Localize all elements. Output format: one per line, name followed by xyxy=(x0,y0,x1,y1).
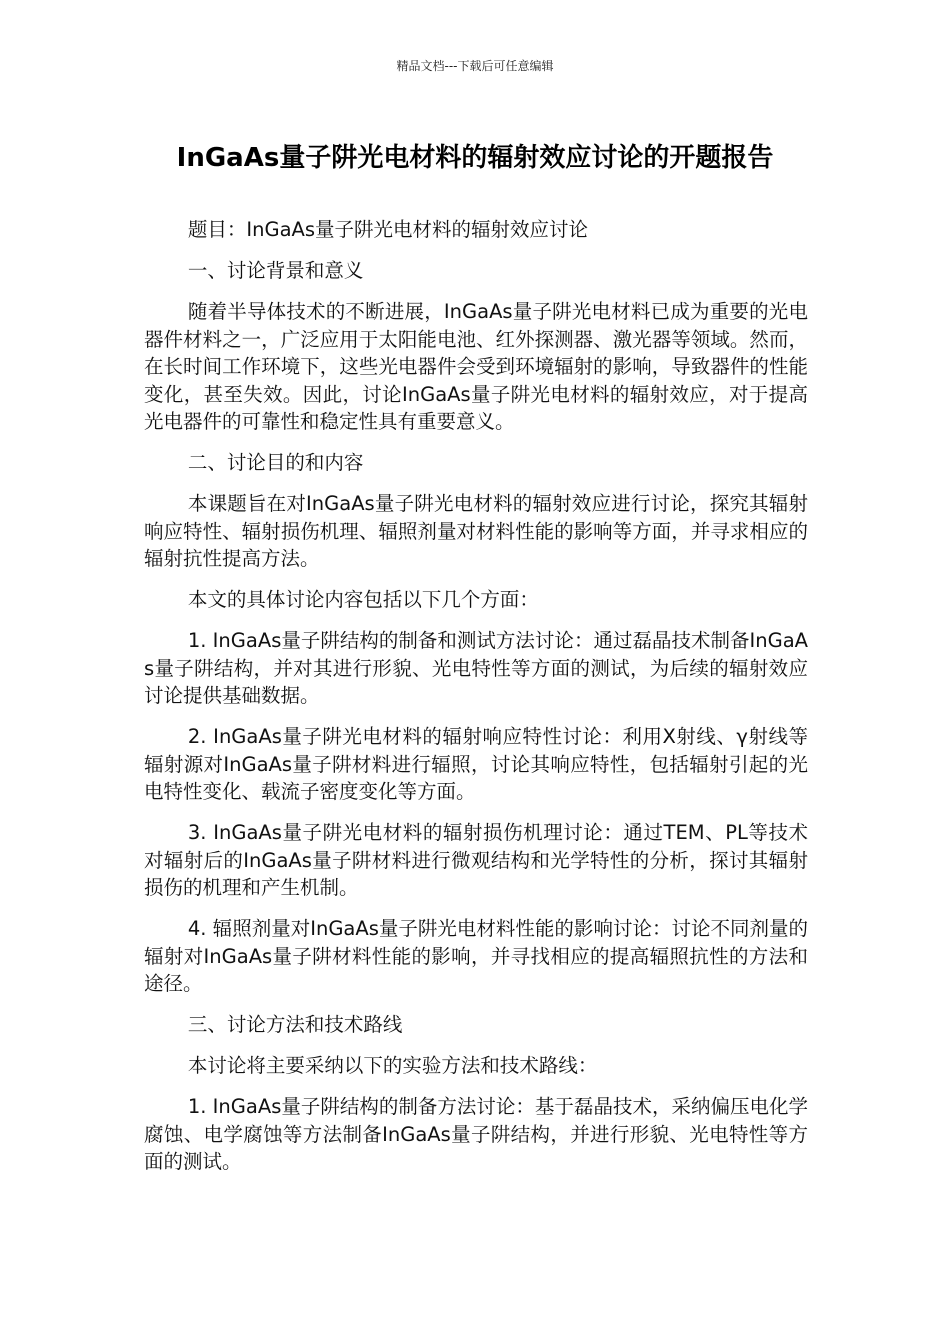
content-item-4: 4. 辐照剂量对InGaAs量子阱光电材料性能的影响讨论：讨论不同剂量的辐射对InGaAs量子阱材料性能的影响，并寻找相应的提高辐照抗性的方法和途径。 xyxy=(144,917,808,995)
methods-intro-paragraph: 本讨论将主要采纳以下的实验方法和技术路线： xyxy=(187,1054,598,1077)
content-item-3: 3. InGaAs量子阱光电材料的辐射损伤机理讨论：通过TEM、PL等技术对辐射后的InGaAs量子阱材料进行微观结构和光学特性的分析，探讨其辐射损伤的机理和产生机制。 xyxy=(144,821,808,899)
content-item-2: 2. InGaAs量子阱光电材料的辐射响应特性讨论：利用X射线、γ射线等辐射源对InGaAs量子阱材料进行辐照，讨论其响应特性，包括辐射引起的光电特性变化、载流子密度变化等方面。 xyxy=(144,725,808,803)
content-item-1: 1. InGaAs量子阱结构的制备和测试方法讨论：通过磊晶技术制备InGaAs量子阱结构，并对其进行形貌、光电特性等方面的测试，为后续的辐射效应讨论提供基础数据。 xyxy=(144,629,808,707)
document-body xyxy=(144,216,808,1189)
section-heading-objectives: 二、讨论目的和内容 xyxy=(187,451,364,474)
objectives-paragraph: 本课题旨在对InGaAs量子阱光电材料的辐射效应进行讨论，探究其辐射响应特性、辐射损伤机理、辐照剂量对材料性能的影响等方面，并寻求相应的辐射抗性提高方法。 xyxy=(144,492,808,570)
content-intro-paragraph: 本文的具体讨论内容包括以下几个方面： xyxy=(187,588,539,611)
topic-line: 题目：InGaAs量子阱光电材料的辐射效应讨论 xyxy=(187,218,589,241)
method-item-1: 1. InGaAs量子阱结构的制备方法讨论：基于磊晶技术，采纳偏压电化学腐蚀、电学腐蚀等方法制备InGaAs量子阱结构，并进行形貌、光电特性等方面的测试。 xyxy=(144,1095,808,1173)
section-heading-methods: 三、讨论方法和技术路线 xyxy=(187,1013,403,1036)
section-heading-background: 一、讨论背景和意义 xyxy=(187,259,364,282)
background-paragraph: 随着半导体技术的不断进展，InGaAs量子阱光电材料已成为重要的光电器件材料之一，广泛应用于太阳能电池、红外探测器、激光器等领域。然而，在长时间工作环境下，这些光电器件会受到环境辐射的影响，导致器件的性能变化，甚至失效。因此，讨论InGaAs量子阱光电材料的辐射效应，对于提高光电器件的可靠性和稳定性具有重要意义。 xyxy=(144,300,808,433)
page-header-note: 精品文档---下载后可任意编辑 xyxy=(396,59,554,73)
document-title: InGaAs量子阱光电材料的辐射效应讨论的开题报告 xyxy=(176,143,774,173)
